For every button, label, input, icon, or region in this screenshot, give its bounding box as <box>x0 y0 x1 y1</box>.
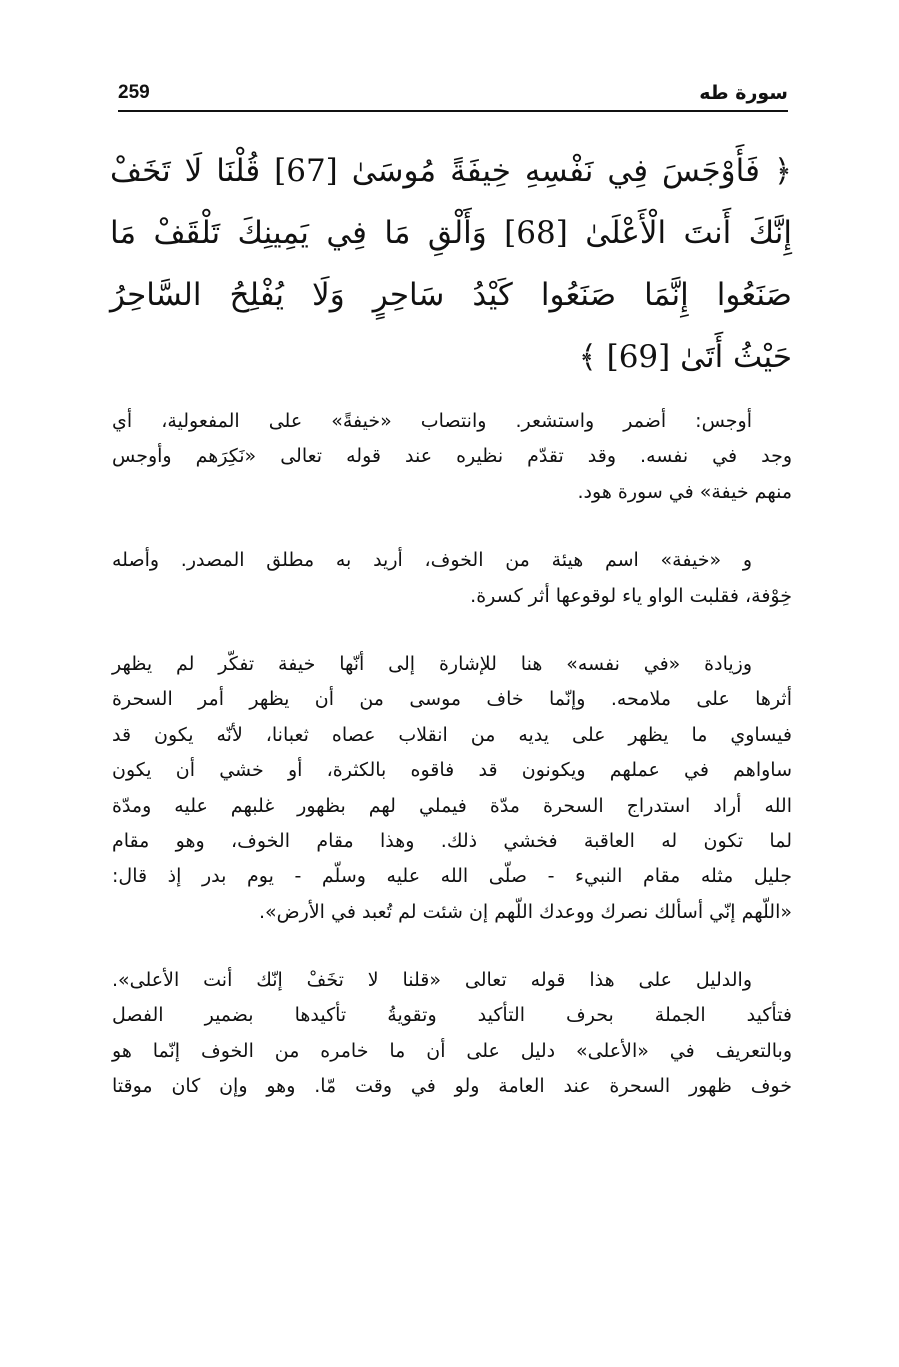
page-header <box>118 82 788 112</box>
quran-line: ﴿ فَأَوْجَسَ فِي نَفْسِهِ خِيفَةً مُوسَىٰ [67] قُلْنَا لَا تَخَفْ <box>110 153 792 189</box>
text-line: والدليل على هذا قوله تعالى «قلنا لا تخَفْ إنّك أنت الأعلى». <box>112 969 752 992</box>
page-number: 259 <box>118 82 150 103</box>
text-line: خوف ظهور السحرة عند العامة ولو في وقت مّا. وهو وإن كان موقتا <box>112 1075 792 1098</box>
text-line: أثرها على ملامحه. وإنّما خاف موسى من أن يظهر أمر السحرة <box>112 688 792 711</box>
paragraph-2 <box>112 543 792 614</box>
text-line: لما تكون له العاقبة فخشي ذلك. وهذا مقام الخوف، وهو مقام <box>112 829 792 852</box>
text-line: وبالتعريف في «الأعلى» دليل على أن ما خامره من الخوف إنّما هو <box>112 1039 792 1062</box>
text-line: الله أراد استدراج السحرة مدّة فيملي لهم بظهور غلبهم عليه ومدّة <box>112 794 792 817</box>
commentary-body <box>112 404 792 1138</box>
quran-line: حَيْثُ أَتَىٰ [69] ﴾ <box>578 339 792 375</box>
paragraph-4 <box>112 963 792 1105</box>
text-line: وزيادة «في نفسه» هنا للإشارة إلى أنّها خيفة تفكّر لم يظهر <box>112 652 752 675</box>
quran-verse-block <box>110 140 792 388</box>
quran-line: إِنَّكَ أَنتَ الْأَعْلَىٰ [68] وَأَلْقِ مَا فِي يَمِينِكَ تَلْقَفْ مَا <box>110 215 792 251</box>
text-line: جليل مثله مقام النبيء - صلّى الله عليه وسلّم - يوم بدر إذ قال: <box>112 865 792 888</box>
text-line: و «خيفة» اسم هيئة من الخوف، أريد به مطلق المصدر. وأصله <box>112 549 752 572</box>
text-line: فتأكيد الجملة بحرف التأكيد وتقويةُ تأكيدها بضمير الفصل <box>112 1004 792 1027</box>
text-line: منهم خيفة» في سورة هود. <box>577 480 792 503</box>
text-line: خِوْفة، فقلبت الواو ياء لوقوعها أثر كسرة. <box>470 584 792 607</box>
paragraph-1 <box>112 404 792 510</box>
text-line: وجد في نفسه. وقد تقدّم نظيره عند قوله تعالى «نَكِرَهم وأوجس <box>112 445 792 468</box>
text-line: أوجس: أضمر واستشعر. وانتصاب «خيفةً» على المفعولية، أي <box>112 410 752 432</box>
text-line: «اللّهم إنّي أسألك نصرك ووعدك اللّهم إن شئت لم تُعبد في الأرض». <box>259 900 792 923</box>
text-line: فيساوي ما يظهر على يديه من انقلاب عصاه ثعبانا، لأنّه يكون قد <box>112 723 792 746</box>
surah-name: سورة طه <box>699 82 788 104</box>
paragraph-3 <box>112 647 792 930</box>
quran-line: صَنَعُوا إِنَّمَا صَنَعُوا كَيْدُ سَاحِرٍ وَلَا يُفْلِحُ السَّاحِرُ <box>110 277 792 313</box>
text-line: ساواهم في عملهم ويكونون قد فاقوه بالكثرة، أو خشي أن يكون <box>112 759 792 782</box>
